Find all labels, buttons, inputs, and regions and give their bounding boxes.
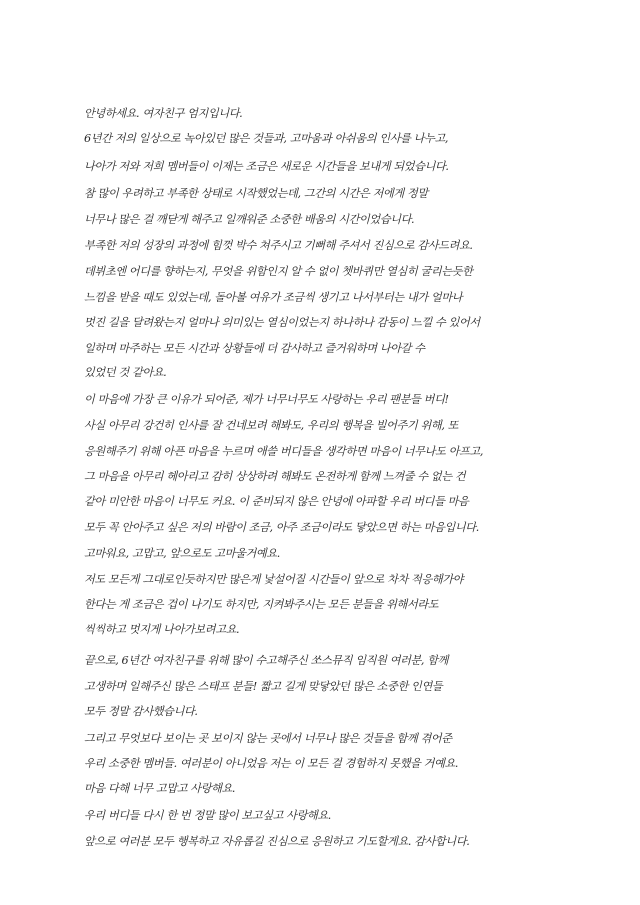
- letter-line: 마음 다해 너무 고맙고 사랑해요.: [84, 782, 236, 795]
- letter-line: 참 많이 우려하고 부족한 상태로 시작했었는데, 그간의 시간은 저에게 정말: [84, 187, 428, 200]
- letter-line: 씩씩하고 멋지게 나아가보려고요.: [84, 623, 240, 636]
- letter-line: 안녕하세요. 여자친구 엄지입니다.: [84, 107, 243, 120]
- letter-line: 나아가 저와 저희 멤버들이 이제는 조금은 새로운 시간들을 보내게 되었습니다.: [84, 160, 449, 173]
- letter-line: 느낌을 받을 때도 있었는데, 돌아볼 여유가 조금씩 생기고 나서부터는 내가 얼마나: [84, 291, 463, 304]
- letter-line: 응원해주기 위해 아픈 마음을 누르며 애쓸 버디들을 생각하면 마음이 너무나도 아프고,: [84, 445, 483, 458]
- letter-line: 저도 모든게 그대로인듯하지만 많은게 낯설어질 시간들이 앞으로 차차 적응해가야: [84, 573, 464, 586]
- letter-line: 멋진 길을 달려왔는지 얼마나 의미있는 열심이었는지 하나하나 감동이 느낄 수 있어서: [84, 316, 480, 329]
- letter-line: 부족한 저의 성장의 과정에 힘껏 박수 쳐주시고 기뻐해 주셔서 진심으로 감사드려요.: [84, 239, 473, 252]
- letter-line: 고생하며 일해주신 많은 스태프 분들! 짧고 길게 맞닿았던 많은 소중한 인연들: [84, 680, 443, 693]
- letter-line: 6년간 저의 일상으로 녹아있던 많은 것들과, 고마움과 아쉬움의 인사를 나누고,: [84, 132, 449, 145]
- letter-line: 이 마음에 가장 큰 이유가 되어준, 제가 너무너무도 사랑하는 우리 팬분들 버디!: [84, 393, 449, 406]
- letter-line: 그 마음을 아무리 헤아리고 감히 상상하려 해봐도 온전하게 함께 느껴줄 수 없는 건: [84, 470, 466, 483]
- letter-line: 일하며 마주하는 모든 시간과 상황들에 더 감사하고 즐거워하며 나아갈 수: [84, 342, 425, 355]
- letter-line: 고마워요, 고맙고, 앞으로도 고마울거예요.: [84, 547, 280, 560]
- letter-line: 우리 소중한 멤버들. 여러분이 아니었음 저는 이 모든 걸 경험하지 못했을 거예요.: [84, 757, 459, 770]
- letter-line: 끝으로, 6년간 여자친구를 위해 많이 수고해주신 쏘스뮤직 임직원 여러분, 함께: [84, 654, 449, 667]
- letter-line: 모두 정말 감사했습니다.: [84, 705, 198, 718]
- letter-line: 같아 미안한 마음이 너무도 커요. 이 준비되지 않은 안녕에 아파할 우리 버디들 마음: [84, 495, 469, 508]
- letter-line: 사실 아무리 강건히 인사를 잘 건네보려 해봐도, 우리의 행복을 빌어주기 위해, 또: [84, 419, 459, 432]
- letter-line: 모두 꼭 안아주고 싶은 저의 바람이 조금, 아주 조금이라도 닿았으면 하는 마음입니다.: [84, 521, 479, 534]
- letter-line: 데뷔초엔 어디를 향하는지, 무엇을 위함인지 알 수 없이 쳇바퀴만 열심히 굴리는듯한: [84, 265, 473, 278]
- letter-line: 한다는 게 조금은 겁이 나기도 하지만, 지켜봐주시는 모든 분들을 위해서라도: [84, 598, 439, 611]
- letter-line: 앞으로 여러분 모두 행복하고 자유롭길 진심으로 응원하고 기도할게요. 감사합니다.: [84, 835, 470, 848]
- letter-line: 그리고 무엇보다 보이는 곳 보이지 않는 곳에서 너무나 많은 것들을 함께 겪어준: [84, 732, 452, 745]
- letter-line: 우리 버디들 다시 한 번 정말 많이 보고싶고 사랑해요.: [84, 809, 331, 822]
- letter-line: 있었던 것 같아요.: [84, 366, 167, 379]
- letter-line: 너무나 많은 걸 깨닫게 해주고 일깨워준 소중한 배움의 시간이었습니다.: [84, 213, 415, 226]
